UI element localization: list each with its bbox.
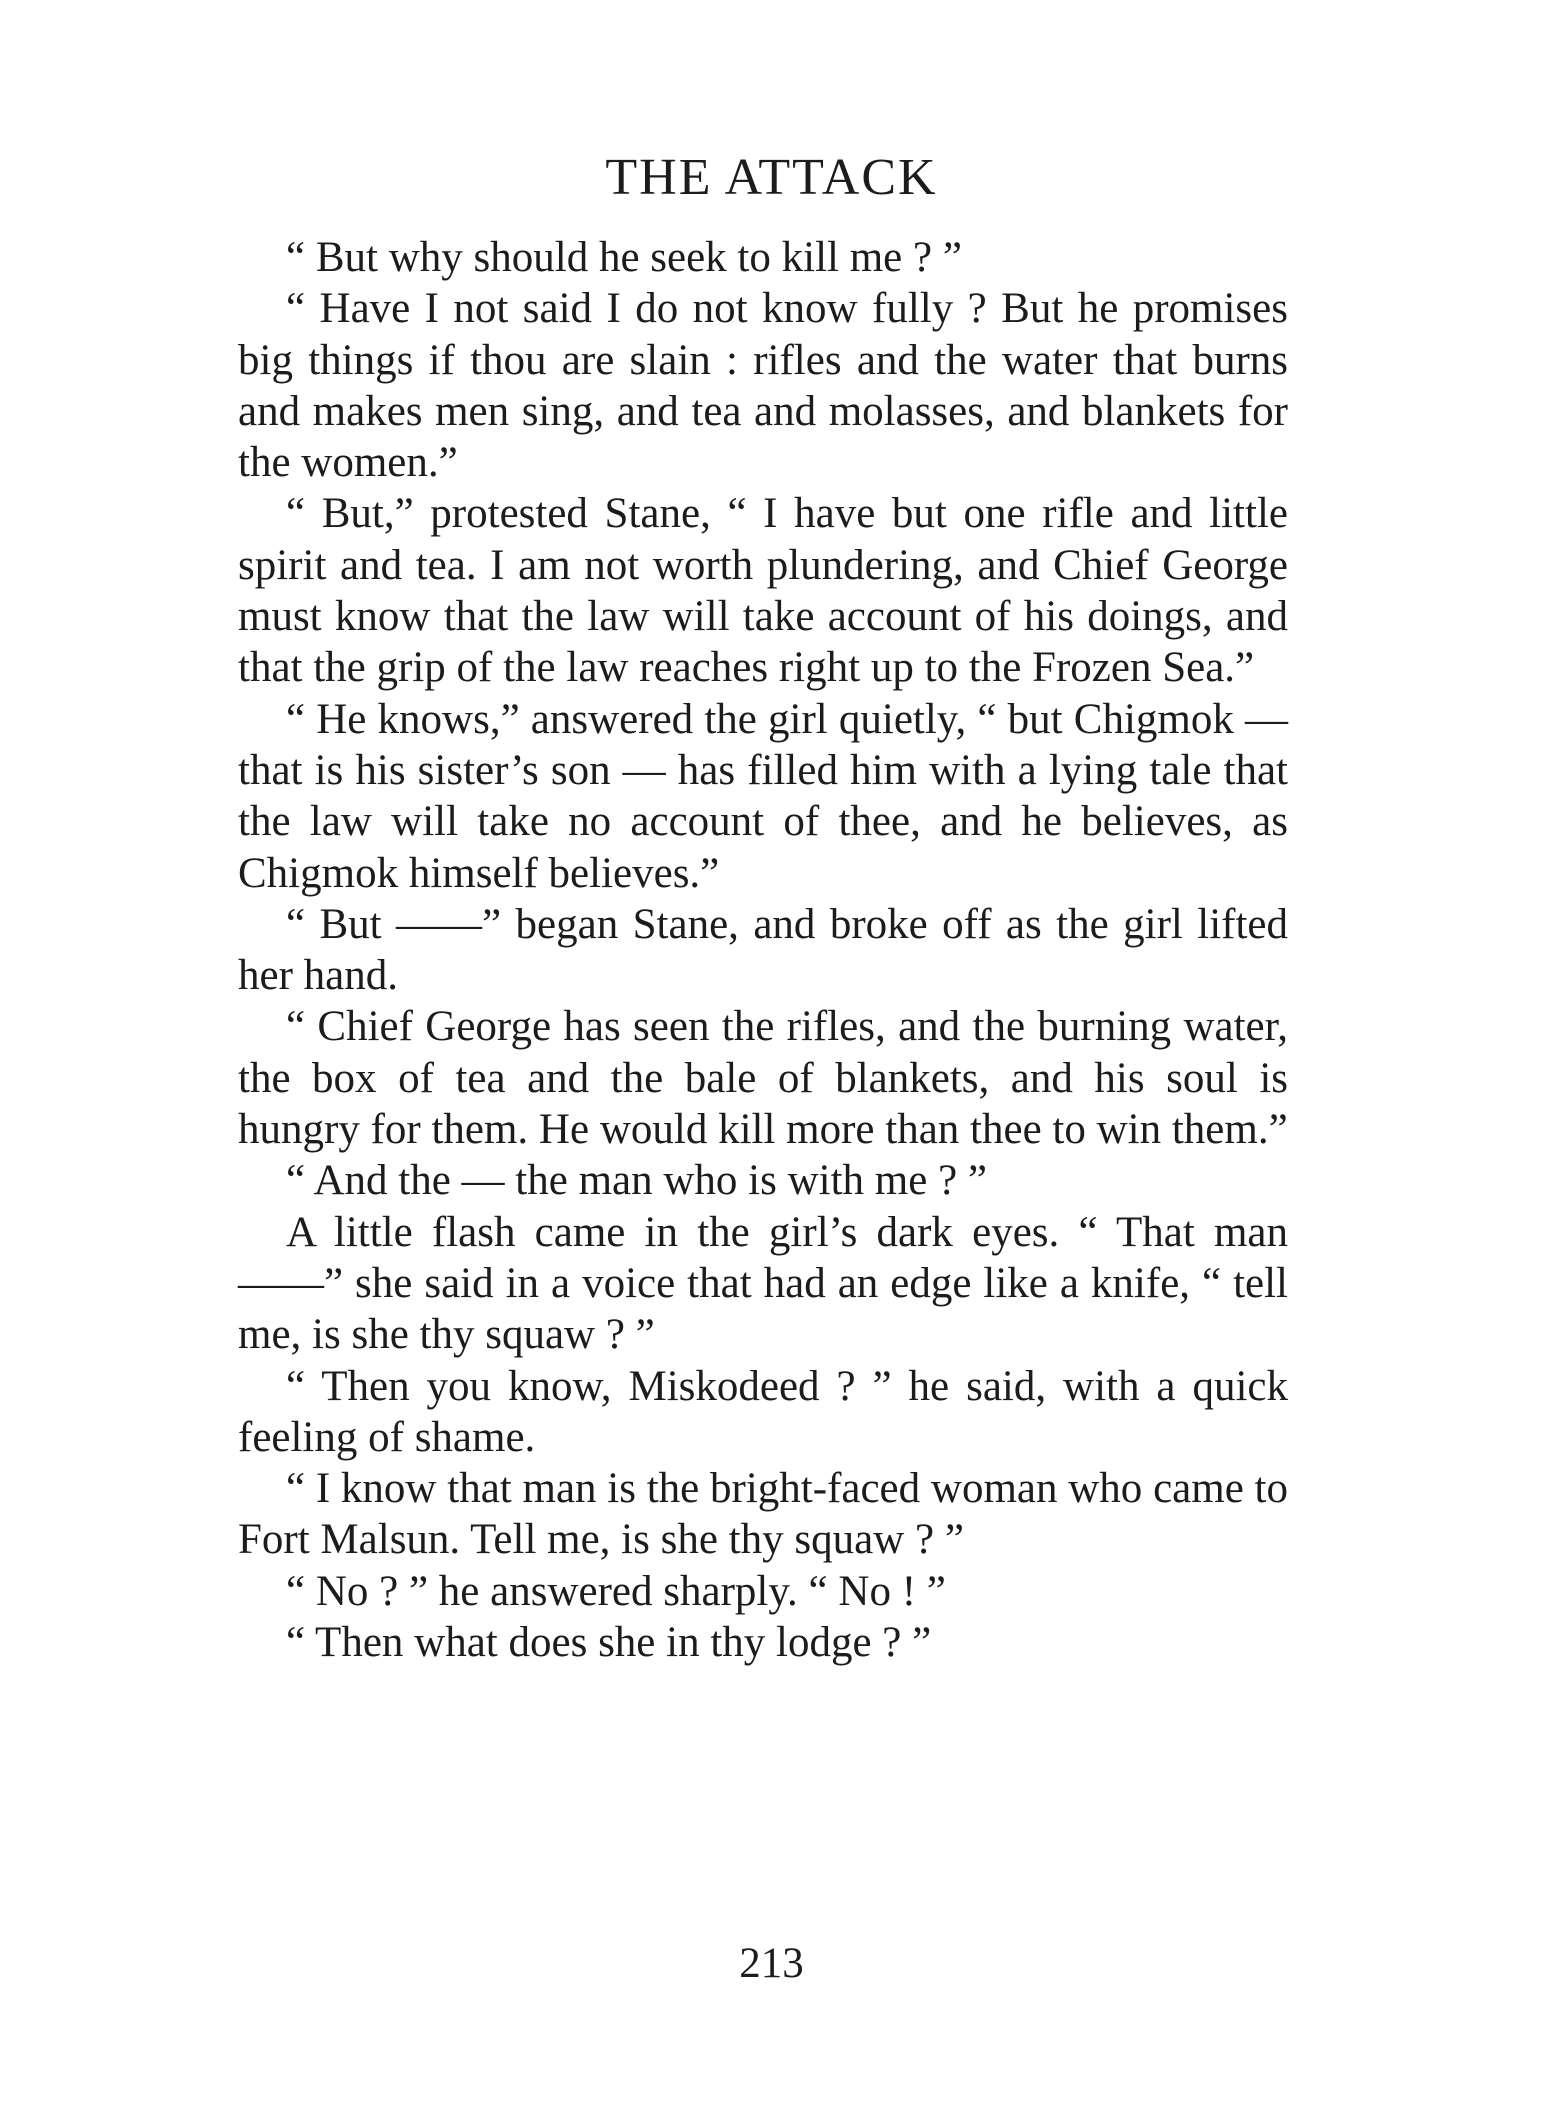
body-text [238,232,1288,1668]
paragraph: “ No ? ” he answered sharply. “ No ! ” [286,1567,946,1615]
paragraph: “ Then you know, Miskodeed ? ” he said, with a quick feeling of shame. [238,1362,1288,1461]
running-title: THE ATTACK [605,149,938,206]
paragraph: “ Chief George has seen the rifles, and the burning water, the box of tea and the bale of blankets, and his soul is hungry for them. He would kill more than thee to win them.” [238,1003,1288,1154]
paragraph: “ But ——” began Stane, and broke off as the girl lifted her hand. [238,900,1288,1000]
paragraph: “ And the — the man who is with me ? ” [286,1157,987,1205]
paragraph: “ Then what does she in thy lodge ? ” [286,1619,932,1667]
paragraph: “ Have I not said I do not know fully ? But he promises big things if thou are slain : rifles and the water that burns and makes men sing, and tea and molasses, and blankets for the women.” [238,285,1288,487]
paragraph: “ But,” protested Stane, “ I have but one rifle and little spirit and tea. I am not worth plundering, and Chief George must know that the law will take account of his doings, and that the grip of the law reaches right up to the Frozen Sea.” [238,490,1288,692]
page-number: 213 [739,1940,804,1987]
paragraph: A little flash came in the girl’s dark eyes. “ That man ——” she said in a voice that had an edge like a knife, “ tell me, is she thy squaw ? ” [238,1208,1288,1359]
paragraph: “ I know that man is the bright-faced woman who came to Fort Malsun. Tell me, is she thy squaw ? ” [238,1465,1288,1564]
paragraph: “ But why should he seek to kill me ? ” [286,234,962,281]
paragraph: “ He knows,” answered the girl quietly, “ but Chigmok — that is his sister’s son — has filled him with a lying tale that the law will take no account of thee, and he believes, as Chigmok himself believes.” [238,695,1288,897]
